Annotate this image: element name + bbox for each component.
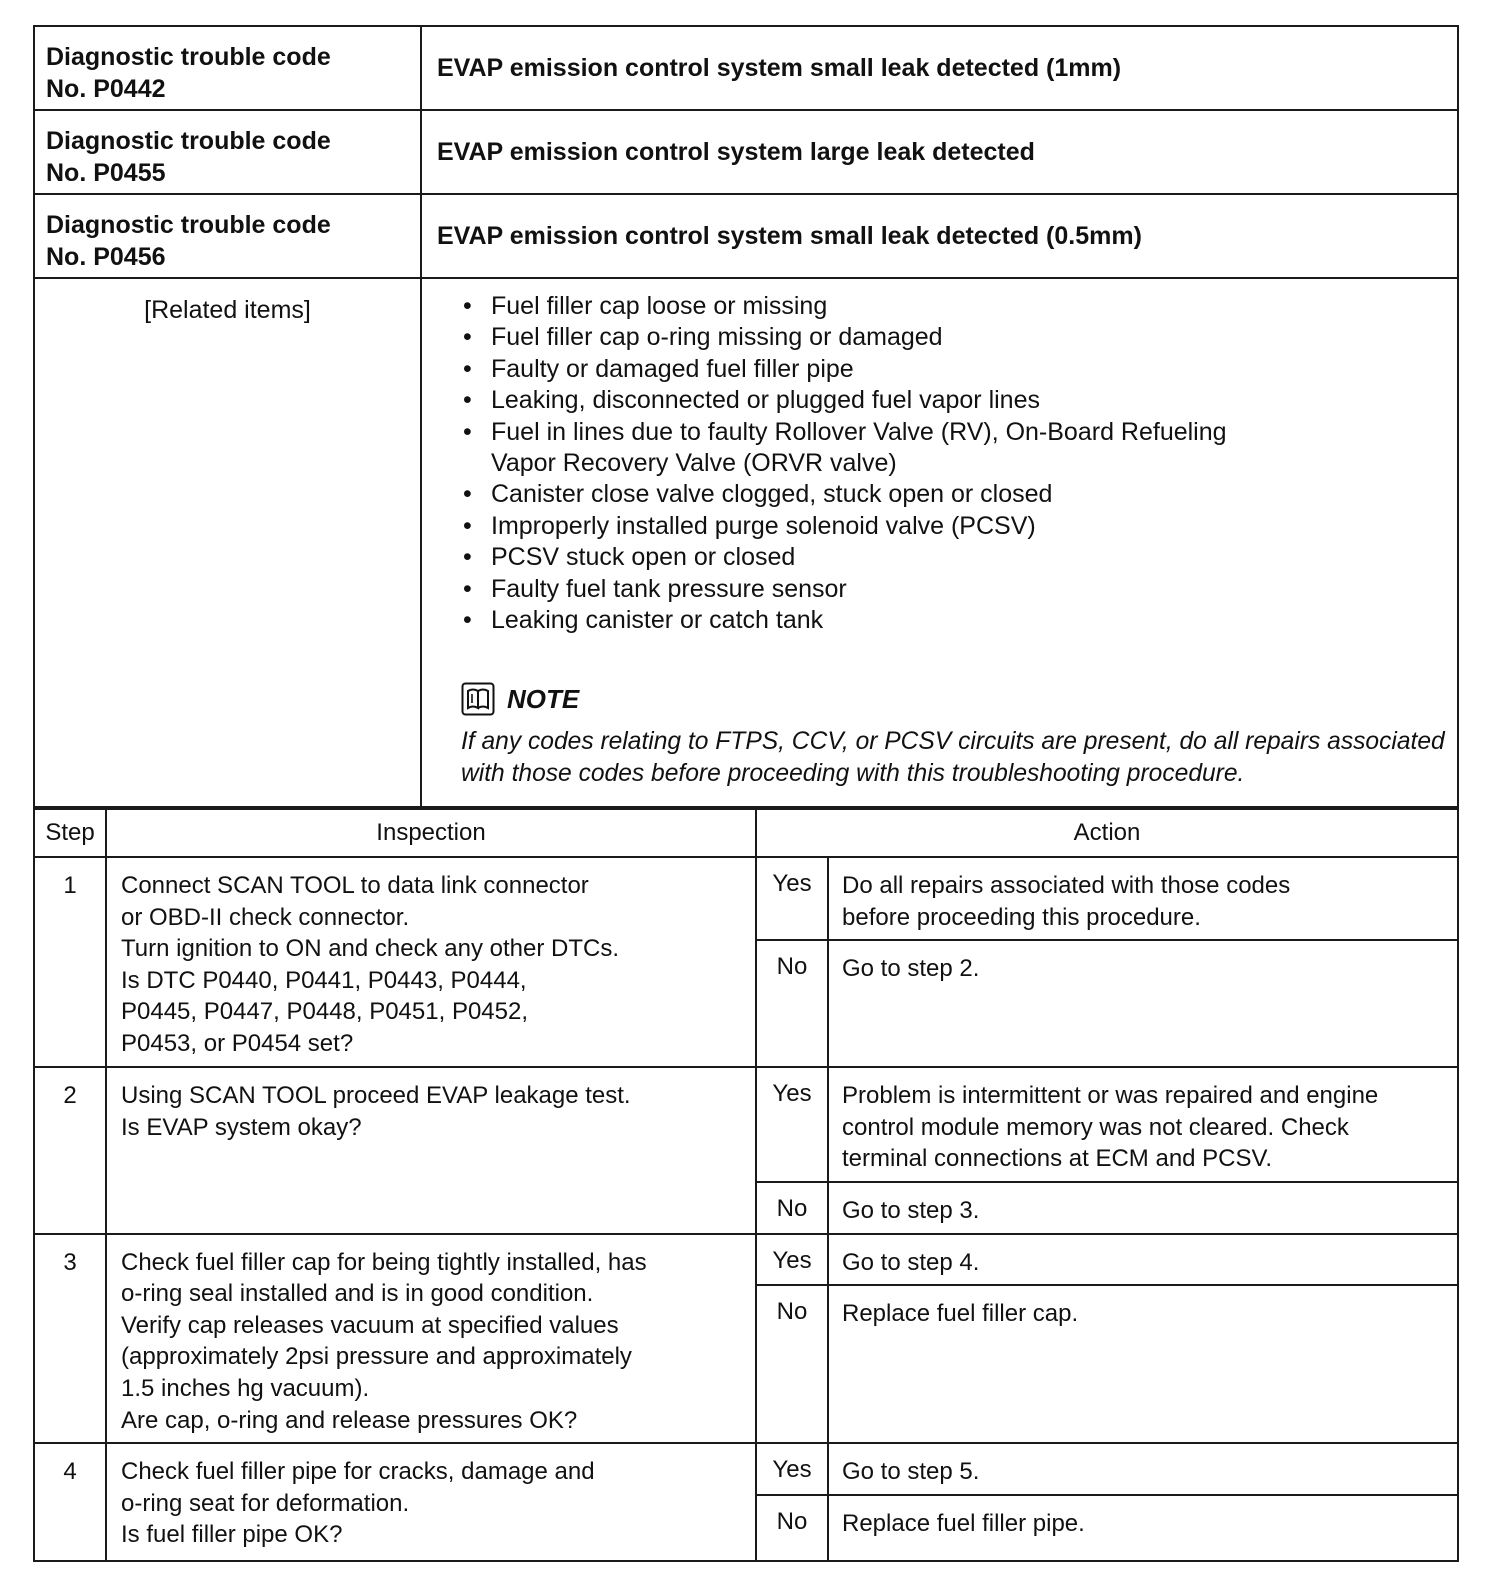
step-header: Step (34, 809, 106, 857)
yes-action (828, 1443, 1458, 1495)
inspection-line: o-ring seal installed and is in good condition. (121, 1280, 594, 1308)
inspection-cell (106, 1234, 756, 1444)
action-line: Go to step 2. (842, 955, 980, 983)
action-line: Problem is intermittent or was repaired and engine (842, 1082, 1379, 1110)
action-line: Replace fuel filler pipe. (842, 1509, 1085, 1537)
dtc-row (34, 26, 1458, 110)
inspection-line: 1.5 inches hg vacuum). (121, 1374, 370, 1402)
inspection-line: Is EVAP system okay? (121, 1113, 362, 1141)
list-item: • Canister close valve clogged, stuck open or closed (460, 479, 1445, 510)
dtc-table (33, 25, 1459, 808)
no-action (828, 1285, 1458, 1443)
list-item: • Fuel in lines due to faulty Rollover Valve (RV), On-Board Refueling Vapor Recovery Valve (ORVR valve) (460, 417, 1445, 480)
list-item: • Fuel filler cap o-ring missing or damaged (460, 322, 1445, 353)
inspection-line: Are cap, o-ring and release pressures OK? (121, 1406, 578, 1434)
no-label: No (756, 1285, 828, 1443)
no-label: No (756, 1182, 828, 1234)
list-item: • Improperly installed purge solenoid valve (PCSV) (460, 511, 1445, 542)
inspection-line: Is DTC P0440, P0441, P0443, P0444, (121, 966, 527, 994)
step-number: 1 (34, 857, 106, 1067)
dtc-label (34, 110, 421, 194)
yes-label: Yes (756, 1067, 828, 1182)
related-items-row (34, 278, 1458, 807)
book-icon (461, 682, 495, 716)
list-item: • Faulty or damaged fuel filler pipe (460, 354, 1445, 385)
no-label: No (756, 940, 828, 1067)
inspection-line: (approximately 2psi pressure and approximately (121, 1343, 632, 1371)
action-line: terminal connections at ECM and PCSV. (842, 1145, 1272, 1173)
dtc-label-line2: No. P0442 (46, 75, 166, 103)
yes-label: Yes (756, 1234, 828, 1286)
inspection-line: Is fuel filler pipe OK? (121, 1521, 343, 1549)
table-row (34, 1234, 1458, 1286)
inspection-line: Turn ignition to ON and check any other DTCs. (121, 935, 619, 963)
yes-label: Yes (756, 857, 828, 940)
dtc-description: EVAP emission control system large leak detected (421, 110, 1458, 194)
inspection-line: Connect SCAN TOOL to data link connector (121, 872, 589, 899)
related-items-list (460, 291, 1445, 636)
inspection-line: or OBD-II check connector. (121, 903, 410, 931)
note-heading (460, 680, 1445, 718)
action-header: Action (756, 809, 1458, 857)
dtc-row (34, 194, 1458, 278)
inspection-line: o-ring seat for deformation. (121, 1489, 410, 1517)
yes-action (828, 857, 1458, 940)
related-items-label: [Related items] (34, 278, 421, 807)
step-number: 4 (34, 1443, 106, 1561)
dtc-label-line1: Diagnostic trouble code (46, 127, 331, 155)
dtc-description: EVAP emission control system small leak detected (0.5mm) (421, 194, 1458, 278)
action-line: Do all repairs associated with those codes (842, 872, 1291, 899)
inspection-cell (106, 857, 756, 1067)
list-item: • Leaking canister or catch tank (460, 605, 1445, 636)
dtc-label-line2: No. P0456 (46, 243, 166, 271)
table-row (34, 857, 1458, 940)
inspection-line: Verify cap releases vacuum at specified values (121, 1311, 619, 1339)
step-number: 2 (34, 1067, 106, 1233)
no-label: No (756, 1495, 828, 1561)
note-title: NOTE (507, 683, 580, 714)
action-line: before proceeding this procedure. (842, 903, 1201, 931)
action-line: control module memory was not cleared. Check (842, 1113, 1349, 1141)
table-row (34, 1067, 1458, 1182)
inspection-cell (106, 1443, 756, 1561)
inspection-cell (106, 1067, 756, 1233)
yes-label: Yes (756, 1443, 828, 1495)
action-line: Go to step 5. (842, 1458, 980, 1486)
dtc-label-line2: No. P0455 (46, 159, 166, 187)
dtc-label-line1: Diagnostic trouble code (46, 43, 331, 71)
dtc-label-line1: Diagnostic trouble code (46, 211, 331, 239)
list-item: • Leaking, disconnected or plugged fuel vapor lines (460, 385, 1445, 416)
dtc-row (34, 110, 1458, 194)
action-line: Go to step 4. (842, 1248, 980, 1276)
related-items-body (421, 278, 1458, 807)
inspection-line: P0453, or P0454 set? (121, 1029, 354, 1057)
inspection-line: Check fuel filler pipe for cracks, damage and (121, 1458, 595, 1486)
table-row (34, 1443, 1458, 1495)
dtc-label (34, 26, 421, 110)
list-item: • Faulty fuel tank pressure sensor (460, 574, 1445, 605)
action-line: Replace fuel filler cap. (842, 1300, 1079, 1328)
no-action (828, 940, 1458, 1067)
yes-action (828, 1234, 1458, 1286)
step-table (33, 808, 1459, 1562)
action-line: Go to step 3. (842, 1196, 980, 1224)
list-item: • Fuel filler cap loose or missing (460, 291, 1445, 322)
table-header-row (34, 809, 1458, 857)
dtc-label (34, 194, 421, 278)
inspection-header: Inspection (106, 809, 756, 857)
no-action (828, 1182, 1458, 1234)
step-number: 3 (34, 1234, 106, 1444)
list-item: • PCSV stuck open or closed (460, 542, 1445, 573)
no-action (828, 1495, 1458, 1561)
inspection-line: Check fuel filler cap for being tightly installed, has (121, 1248, 647, 1276)
note-text: If any codes relating to FTPS, CCV, or PCSV circuits are present, do all repairs associated with those codes before proceeding with this troubleshooting procedure. (461, 728, 1445, 788)
dtc-description: EVAP emission control system small leak detected (1mm) (421, 26, 1458, 110)
inspection-line: P0445, P0447, P0448, P0451, P0452, (121, 998, 529, 1026)
inspection-line: Using SCAN TOOL proceed EVAP leakage test. (121, 1082, 631, 1110)
yes-action (828, 1067, 1458, 1182)
